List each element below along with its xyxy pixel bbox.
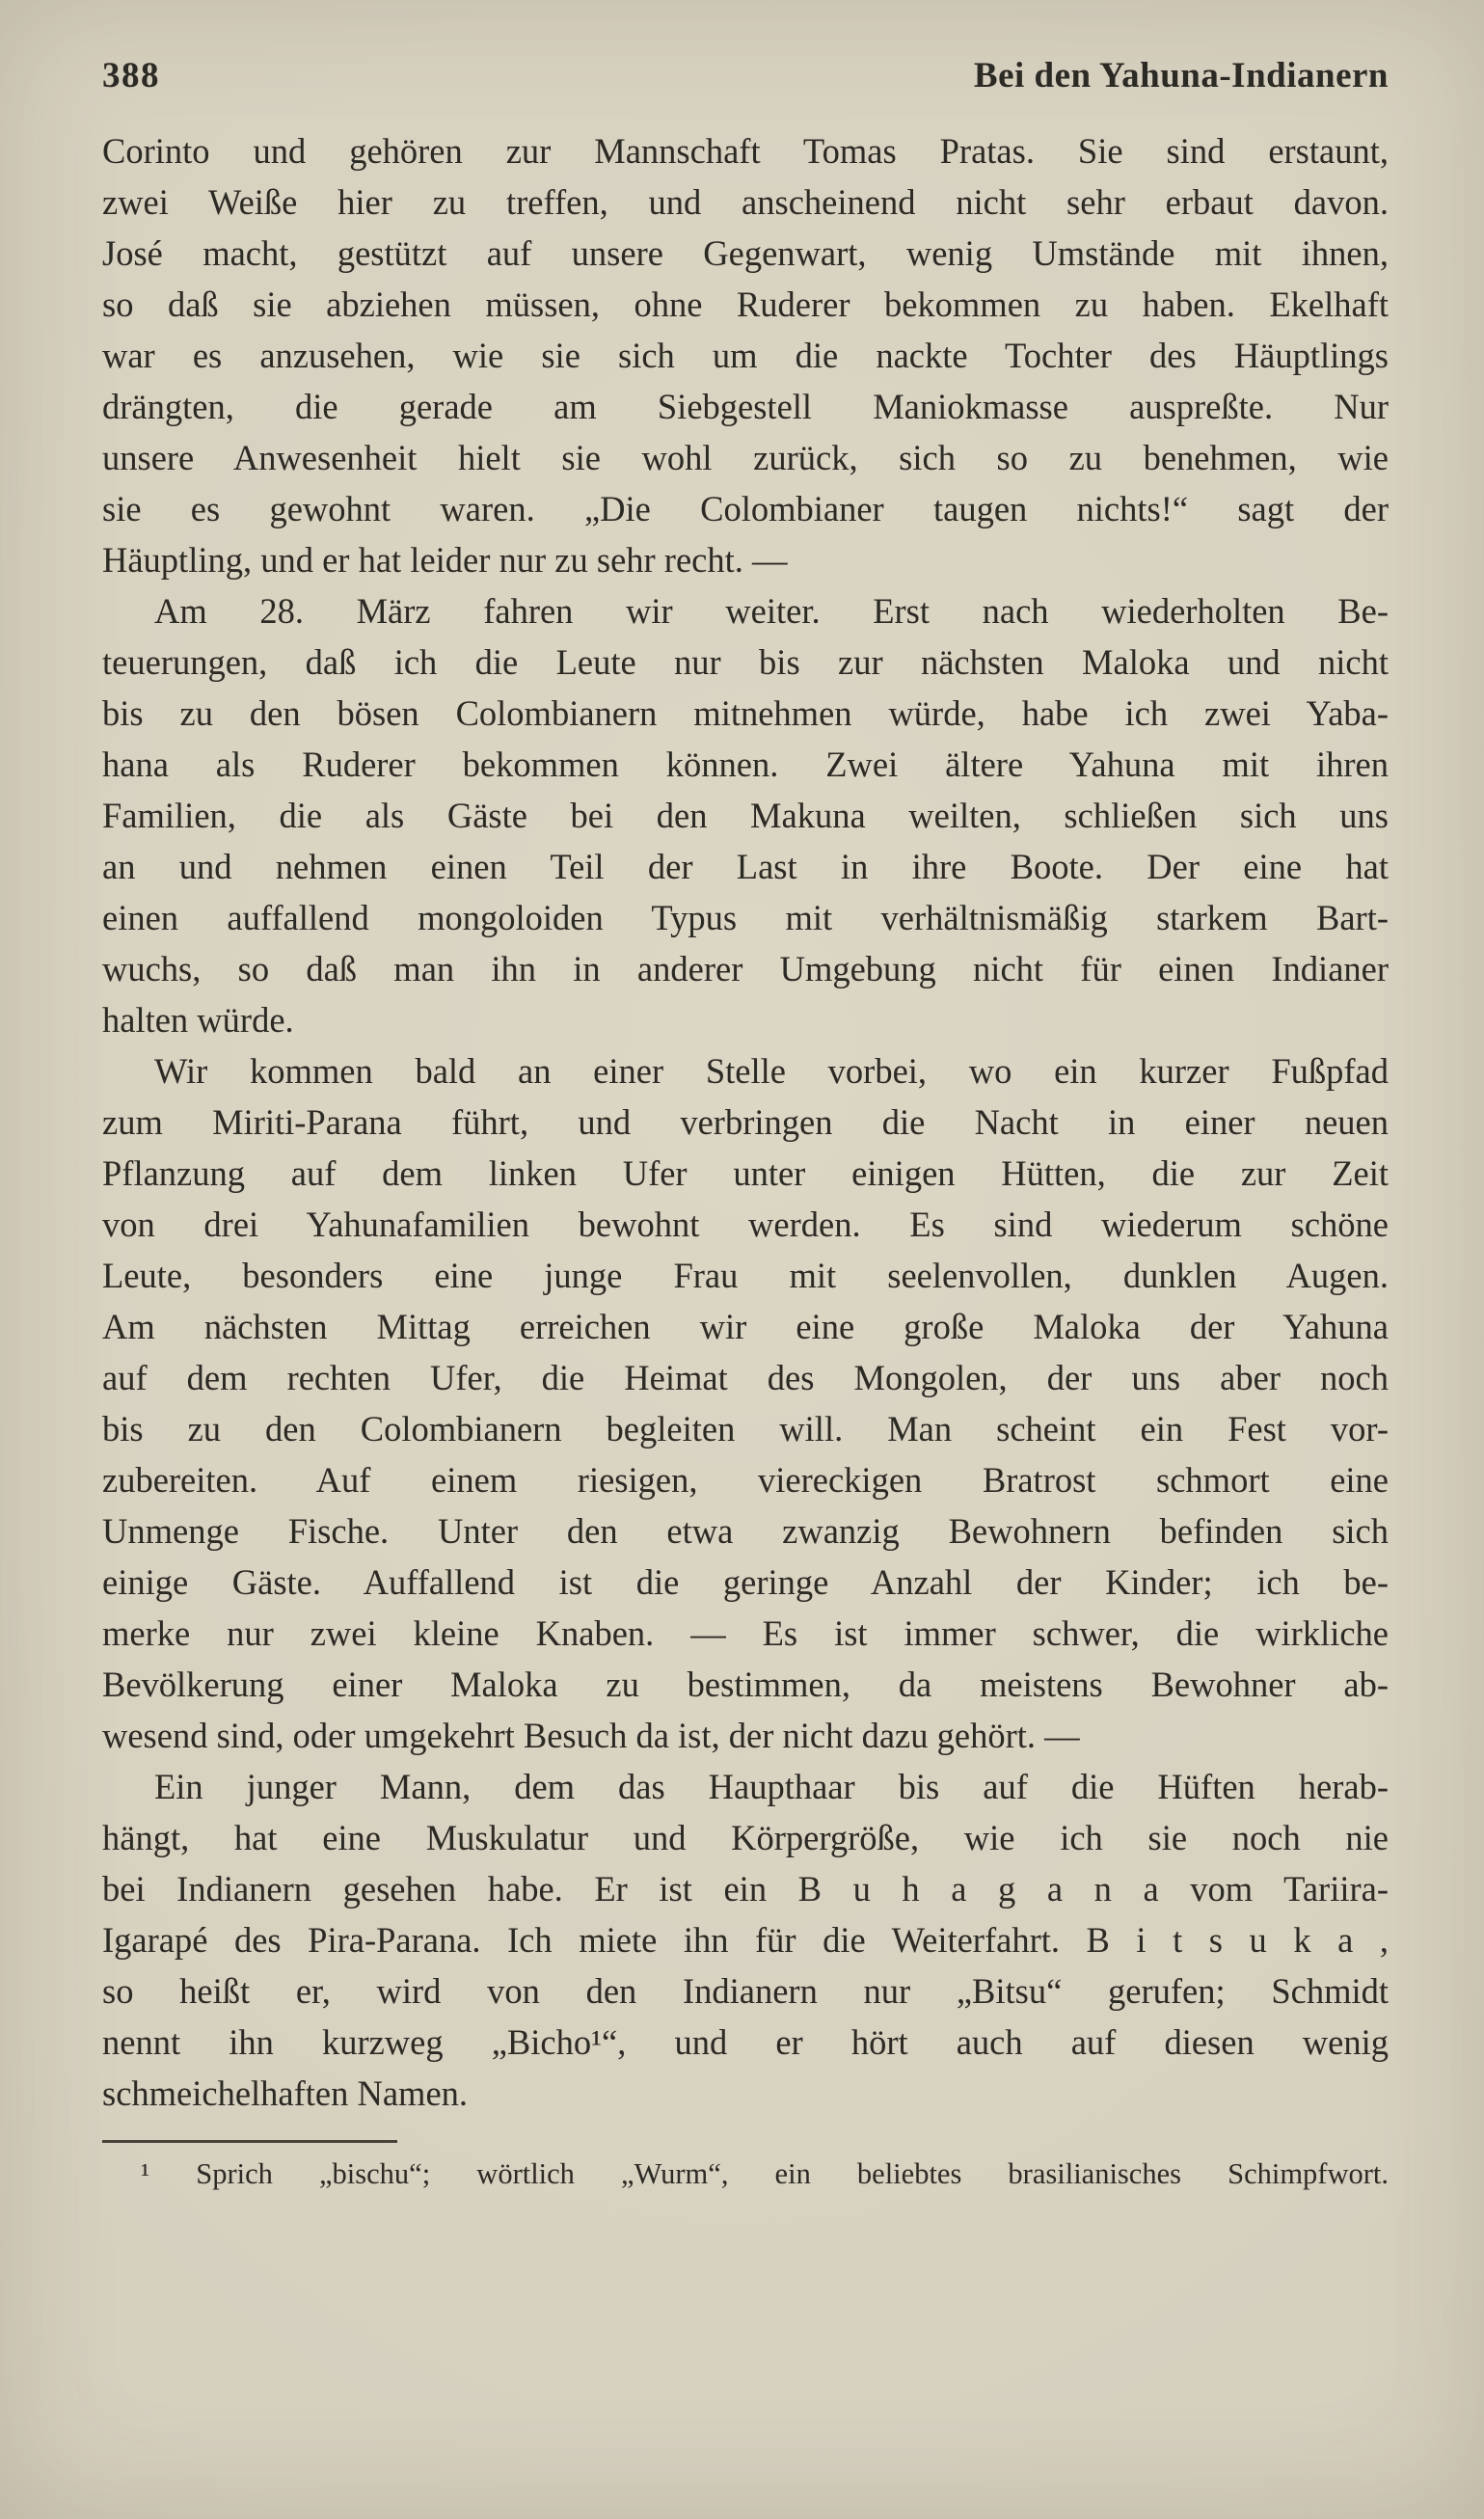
text-line: Leute, besonders eine junge Frau mit seelenvollen, dunklen Augen. [102, 1256, 1389, 1296]
text-line: einen auffallend mongoloiden Typus mit verhältnismäßig starkem Bart- [102, 898, 1389, 938]
text-line: sie es gewohnt waren. „Die Colombianer taugen nichts!“ sagt der [102, 489, 1389, 529]
text-line: an und nehmen einen Teil der Last in ihre Boote. Der eine hat [102, 847, 1389, 887]
footnote-marker: ¹ [141, 2157, 150, 2191]
text-line: Unmenge Fische. Unter den etwa zwanzig Bewohnern befinden sich [102, 1511, 1389, 1552]
text-line: Am nächsten Mittag erreichen wir eine große Maloka der Yahuna [102, 1307, 1389, 1347]
body-text [102, 125, 1389, 2119]
text-line: Familien, die als Gäste bei den Makuna weilten, schließen sich uns [102, 796, 1389, 836]
text-line: Bevölkerung einer Maloka zu bestimmen, da meistens Bewohner ab- [102, 1665, 1389, 1705]
text-line: bis zu den Colombianern begleiten will. Man scheint ein Fest vor- [102, 1409, 1389, 1449]
text-line: wuchs, so daß man ihn in anderer Umgebung nicht für einen Indianer [102, 949, 1389, 989]
footnote [102, 2154, 1389, 2193]
text-line: war es anzusehen, wie sie sich um die nackte Tochter des Häuptlings [102, 336, 1389, 376]
text-line: Pflanzung auf dem linken Ufer unter einigen Hütten, die zur Zeit [102, 1153, 1389, 1194]
text-line: Wir kommen bald an einer Stelle vorbei, wo ein kurzer Fußpfad [154, 1051, 1389, 1092]
text-line: Am 28. März fahren wir weiter. Erst nach wiederholten Be- [154, 591, 1389, 632]
text-line: merke nur zwei kleine Knaben. — Es ist immer schwer, die wirkliche [102, 1613, 1389, 1654]
text-line: nennt ihn kurzweg „Bicho¹“, und er hört auch auf diesen wenig [102, 2022, 1389, 2063]
text-line: Corinto und gehören zur Mannschaft Tomas Pratas. Sie sind erstaunt, [102, 131, 1389, 172]
text-line: so heißt er, wird von den Indianern nur „Bitsu“ gerufen; Schmidt [102, 1971, 1389, 2012]
text-line: einige Gäste. Auffallend ist die geringe Anzahl der Kinder; ich be- [102, 1562, 1389, 1603]
text-line: zum Miriti-Parana führt, und verbringen die Nacht in einer neuen [102, 1102, 1389, 1143]
text-line: auf dem rechten Ufer, die Heimat des Mongolen, der uns aber noch [102, 1358, 1389, 1398]
text-line: so daß sie abziehen müssen, ohne Ruderer bekommen zu haben. Ekelhaft [102, 284, 1389, 325]
text-line: Igarapé des Pira-Parana. Ich miete ihn für die Weiterfahrt. B i t s u k a , [102, 1920, 1389, 1961]
text-line: José macht, gestützt auf unsere Gegenwart, wenig Umstände mit ihnen, [102, 233, 1389, 274]
text-line: hängt, hat eine Muskulatur und Körpergröße, wie ich sie noch nie [102, 1818, 1389, 1858]
paragraph [102, 1761, 1389, 2119]
footnote-separator [102, 2140, 397, 2143]
text-line: Ein junger Mann, dem das Haupthaar bis auf die Hüften herab- [154, 1767, 1389, 1807]
page-number: 388 [102, 56, 160, 95]
text-line: zwei Weiße hier zu treffen, und anscheinend nicht sehr erbaut davon. [102, 182, 1389, 223]
text-line: wesend sind, oder umgekehrt Besuch da ist, der nicht dazu gehört. — [102, 1716, 1080, 1756]
text-line: bis zu den bösen Colombianern mitnehmen würde, habe ich zwei Yaba- [102, 693, 1389, 734]
page-header [102, 54, 1389, 98]
text-line: von drei Yahunafamilien bewohnt werden. Es sind wiederum schöne [102, 1205, 1389, 1245]
footnote-text: Sprich „bischu“; wörtlich „Wurm“, ein beliebtes brasilianisches Schimpfwort. [196, 2157, 1389, 2191]
paragraph [102, 585, 1389, 1045]
text-line: halten würde. [102, 1000, 294, 1041]
text-line: teuerungen, daß ich die Leute nur bis zur nächsten Maloka und nicht [102, 642, 1389, 683]
text-line: drängten, die gerade am Siebgestell Maniokmasse auspreßte. Nur [102, 387, 1389, 427]
text-line: bei Indianern gesehen habe. Er ist ein B u h a g a n a vom Tariira- [102, 1869, 1389, 1910]
text-line: zubereiten. Auf einem riesigen, viereckigen Bratrost schmort eine [102, 1460, 1389, 1501]
text-line: unsere Anwesenheit hielt sie wohl zurück, sich so zu benehmen, wie [102, 438, 1389, 478]
running-head: Bei den Yahuna-Indianern [973, 56, 1389, 95]
text-line: Häuptling, und er hat leider nur zu sehr recht. — [102, 540, 788, 581]
paragraph [102, 125, 1389, 585]
paragraph [102, 1045, 1389, 1761]
text-line: hana als Ruderer bekommen können. Zwei ältere Yahuna mit ihren [102, 745, 1389, 785]
text-line: schmeichelhaften Namen. [102, 2073, 469, 2114]
